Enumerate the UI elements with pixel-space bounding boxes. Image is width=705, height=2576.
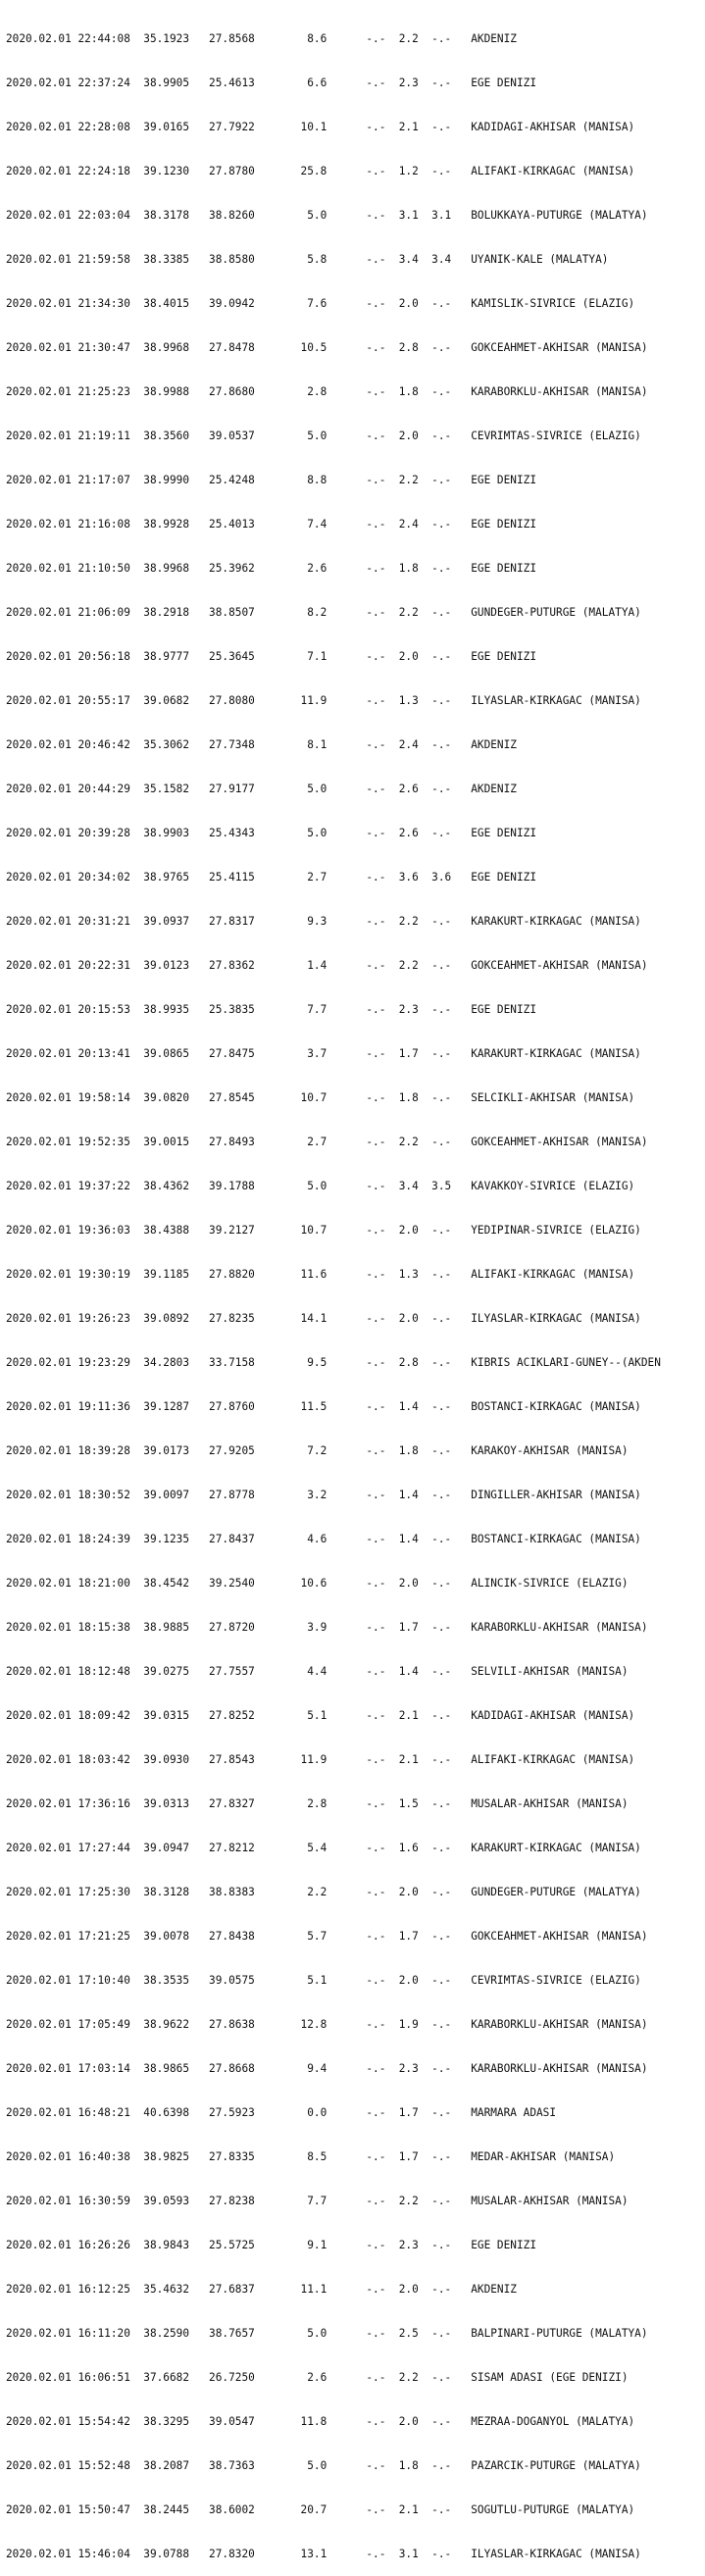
listing-row: 2020.02.01 19:36:03 38.4388 39.2127 10.7 -.- 2.0 -.- YEDIPINAR-SIVRICE (ELAZIG) [6, 1224, 641, 1237]
listing-row: 2020.02.01 20:56:18 38.9777 25.3645 7.1 -.- 2.0 -.- EGE DENIZI [6, 650, 536, 663]
listing-row: 2020.02.01 22:28:08 39.0165 27.7922 10.1 -.- 2.1 -.- KADIDAGI-AKHISAR (MANISA) [6, 121, 635, 133]
listing-row: 2020.02.01 19:11:36 39.1287 27.8760 11.5 -.- 1.4 -.- BOSTANCI-KIRKAGAC (MANISA) [6, 1400, 641, 1413]
listing-row: 2020.02.01 21:19:11 38.3560 39.0537 5.0 -.- 2.0 -.- CEVRIMTAS-SIVRICE (ELAZIG) [6, 429, 641, 442]
listing-row: 2020.02.01 20:31:21 39.0937 27.8317 9.3 -.- 2.2 -.- KARAKURT-KIRKAGAC (MANISA) [6, 915, 641, 928]
listing-row: 2020.02.01 18:24:39 39.1235 27.8437 4.6 -.- 1.4 -.- BOSTANCI-KIRKAGAC (MANISA) [6, 1533, 641, 1545]
listing-row: 2020.02.01 17:05:49 38.9622 27.8638 12.8 -.- 1.9 -.- KARABORKLU-AKHISAR (MANISA) [6, 2018, 648, 2031]
listing-row: 2020.02.01 19:26:23 39.0892 27.8235 14.1 -.- 2.0 -.- ILYASLAR-KIRKAGAC (MANISA) [6, 1312, 641, 1325]
listing-row: 2020.02.01 22:03:04 38.3178 38.8260 5.0 -.- 3.1 3.1 BOLUKKAYA-PUTURGE (MALATYA) [6, 209, 648, 222]
listing-row: 2020.02.01 16:40:38 38.9825 27.8335 8.5 -.- 1.7 -.- MEDAR-AKHISAR (MANISA) [6, 2150, 616, 2163]
listing-row: 2020.02.01 19:58:14 39.0820 27.8545 10.7 -.- 1.8 -.- SELCIKLI-AKHISAR (MANISA) [6, 1091, 635, 1104]
listing-row: 2020.02.01 22:44:08 35.1923 27.8568 8.6 -.- 2.2 -.- AKDENIZ [6, 32, 517, 45]
listing-row: 2020.02.01 20:15:53 38.9935 25.3835 7.7 -.- 2.3 -.- EGE DENIZI [6, 1003, 536, 1016]
listing-row: 2020.02.01 17:03:14 38.9865 27.8668 9.4 -.- 2.3 -.- KARABORKLU-AKHISAR (MANISA) [6, 2062, 648, 2075]
listing-row: 2020.02.01 15:46:04 39.0788 27.8320 13.1 -.- 3.1 -.- ILYASLAR-KIRKAGAC (MANISA) [6, 2548, 641, 2560]
listing-row: 2020.02.01 20:44:29 35.1582 27.9177 5.0 -.- 2.6 -.- AKDENIZ [6, 783, 517, 795]
listing-row: 2020.02.01 17:21:25 39.0078 27.8438 5.7 -.- 1.7 -.- GOKCEAHMET-AKHISAR (MANISA) [6, 1930, 648, 1943]
listing-row: 2020.02.01 21:34:30 38.4015 39.0942 7.6 -.- 2.0 -.- KAMISLIK-SIVRICE (ELAZIG) [6, 297, 635, 310]
listing-row: 2020.02.01 21:10:50 38.9968 25.3962 2.6 -.- 1.8 -.- EGE DENIZI [6, 562, 536, 575]
listing-row: 2020.02.01 16:06:51 37.6682 26.7250 2.6 -.- 2.2 -.- SISAM ADASI (EGE DENIZI) [6, 2371, 629, 2384]
listing-row: 2020.02.01 17:10:40 38.3535 39.0575 5.1 -.- 2.0 -.- CEVRIMTAS-SIVRICE (ELAZIG) [6, 1974, 641, 1987]
listing-row: 2020.02.01 21:59:58 38.3385 38.8580 5.8 -.- 3.4 3.4 UYANIK-KALE (MALATYA) [6, 253, 609, 266]
listing-row: 2020.02.01 21:25:23 38.9988 27.8680 2.8 -.- 1.8 -.- KARABORKLU-AKHISAR (MANISA) [6, 385, 648, 398]
listing-row: 2020.02.01 16:26:26 38.9843 25.5725 9.1 -.- 2.3 -.- EGE DENIZI [6, 2239, 536, 2251]
listing-row: 2020.02.01 20:22:31 39.0123 27.8362 1.4 -.- 2.2 -.- GOKCEAHMET-AKHISAR (MANISA) [6, 959, 648, 972]
listing-row: 2020.02.01 15:52:48 38.2087 38.7363 5.0 -.- 1.8 -.- PAZARCIK-PUTURGE (MALATYA) [6, 2459, 641, 2472]
listing-row: 2020.02.01 15:50:47 38.2445 38.6002 20.7 -.- 2.1 -.- SOGUTLU-PUTURGE (MALATYA) [6, 2503, 635, 2516]
listing-row: 2020.02.01 15:54:42 38.3295 39.0547 11.8 -.- 2.0 -.- MEZRAA-DOGANYOL (MALATYA) [6, 2415, 635, 2428]
listing-row: 2020.02.01 17:25:30 38.3128 38.8383 2.2 -.- 2.0 -.- GUNDEGER-PUTURGE (MALATYA) [6, 1886, 641, 1898]
listing-row: 2020.02.01 18:30:52 39.0097 27.8778 3.2 -.- 1.4 -.- DINGILLER-AKHISAR (MANISA) [6, 1489, 641, 1501]
listing-row: 2020.02.01 19:37:22 38.4362 39.1788 5.0 -.- 3.4 3.5 KAVAKKOY-SIVRICE (ELAZIG) [6, 1180, 635, 1192]
listing-row: 2020.02.01 17:27:44 39.0947 27.8212 5.4 -.- 1.6 -.- KARAKURT-KIRKAGAC (MANISA) [6, 1842, 641, 1854]
listing-row: 2020.02.01 20:46:42 35.3062 27.7348 8.1 -.- 2.4 -.- AKDENIZ [6, 738, 517, 751]
listing-row: 2020.02.01 21:06:09 38.2918 38.8507 8.2 -.- 2.2 -.- GUNDEGER-PUTURGE (MALATYA) [6, 606, 641, 619]
listing-row: 2020.02.01 20:55:17 39.0682 27.8080 11.9 -.- 1.3 -.- ILYASLAR-KIRKAGAC (MANISA) [6, 694, 641, 707]
listing-row: 2020.02.01 20:13:41 39.0865 27.8475 3.7 -.- 1.7 -.- KARAKURT-KIRKAGAC (MANISA) [6, 1047, 641, 1060]
listing-row: 2020.02.01 19:30:19 39.1185 27.8820 11.6 -.- 1.3 -.- ALIFAKI-KIRKAGAC (MANISA) [6, 1268, 635, 1281]
listing-row: 2020.02.01 18:21:00 38.4542 39.2540 10.6 -.- 2.0 -.- ALINCIK-SIVRICE (ELAZIG) [6, 1577, 629, 1590]
listing-row: 2020.02.01 16:48:21 40.6398 27.5923 0.0 -.- 1.7 -.- MARMARA ADASI [6, 2106, 557, 2119]
listing-row: 2020.02.01 18:12:48 39.0275 27.7557 4.4 -.- 1.4 -.- SELVILI-AKHISAR (MANISA) [6, 1665, 629, 1678]
listing-row: 2020.02.01 18:09:42 39.0315 27.8252 5.1 -.- 2.1 -.- KADIDAGI-AKHISAR (MANISA) [6, 1709, 635, 1722]
listing-row: 2020.02.01 20:34:02 38.9765 25.4115 2.7 -.- 3.6 3.6 EGE DENIZI [6, 871, 536, 884]
listing-row: 2020.02.01 18:39:28 39.0173 27.9205 7.2 -.- 1.8 -.- KARAKOY-AKHISAR (MANISA) [6, 1444, 629, 1457]
listing-row: 2020.02.01 21:30:47 38.9968 27.8478 10.5 -.- 2.8 -.- GOKCEAHMET-AKHISAR (MANISA) [6, 341, 648, 354]
listing-row: 2020.02.01 18:15:38 38.9885 27.8720 3.9 -.- 1.7 -.- KARABORKLU-AKHISAR (MANISA) [6, 1621, 648, 1634]
listing-row: 2020.02.01 21:16:08 38.9928 25.4013 7.4 -.- 2.4 -.- EGE DENIZI [6, 518, 536, 530]
listing-row: 2020.02.01 19:52:35 39.0015 27.8493 2.7 -.- 2.2 -.- GOKCEAHMET-AKHISAR (MANISA) [6, 1136, 648, 1148]
listing-row: 2020.02.01 21:17:07 38.9990 25.4248 8.8 -.- 2.2 -.- EGE DENIZI [6, 474, 536, 486]
listing-row: 2020.02.01 17:36:16 39.0313 27.8327 2.8 -.- 1.5 -.- MUSALAR-AKHISAR (MANISA) [6, 1797, 629, 1810]
listing-row: 2020.02.01 18:03:42 39.0930 27.8543 11.9 -.- 2.1 -.- ALIFAKI-KIRKAGAC (MANISA) [6, 1753, 635, 1766]
listing-row: 2020.02.01 22:37:24 38.9905 25.4613 6.6 -.- 2.3 -.- EGE DENIZI [6, 76, 536, 89]
listing-row: 2020.02.01 16:11:20 38.2590 38.7657 5.0 -.- 2.5 -.- BALPINARI-PUTURGE (MALATYA) [6, 2327, 648, 2340]
listing-row: 2020.02.01 20:39:28 38.9903 25.4343 5.0 -.- 2.6 -.- EGE DENIZI [6, 827, 536, 839]
listing-row: 2020.02.01 19:23:29 34.2803 33.7158 9.5 -.- 2.8 -.- KIBRIS ACIKLARI-GUNEY--(AKDEN [6, 1356, 661, 1369]
listing-row: 2020.02.01 16:12:25 35.4632 27.6837 11.1 -.- 2.0 -.- AKDENIZ [6, 2283, 517, 2296]
listing-row: 2020.02.01 22:24:18 39.1230 27.8780 25.8 -.- 1.2 -.- ALIFAKI-KIRKAGAC (MANISA) [6, 165, 635, 177]
listing-row: 2020.02.01 16:30:59 39.0593 27.8238 7.7 -.- 2.2 -.- MUSALAR-AKHISAR (MANISA) [6, 2195, 629, 2207]
